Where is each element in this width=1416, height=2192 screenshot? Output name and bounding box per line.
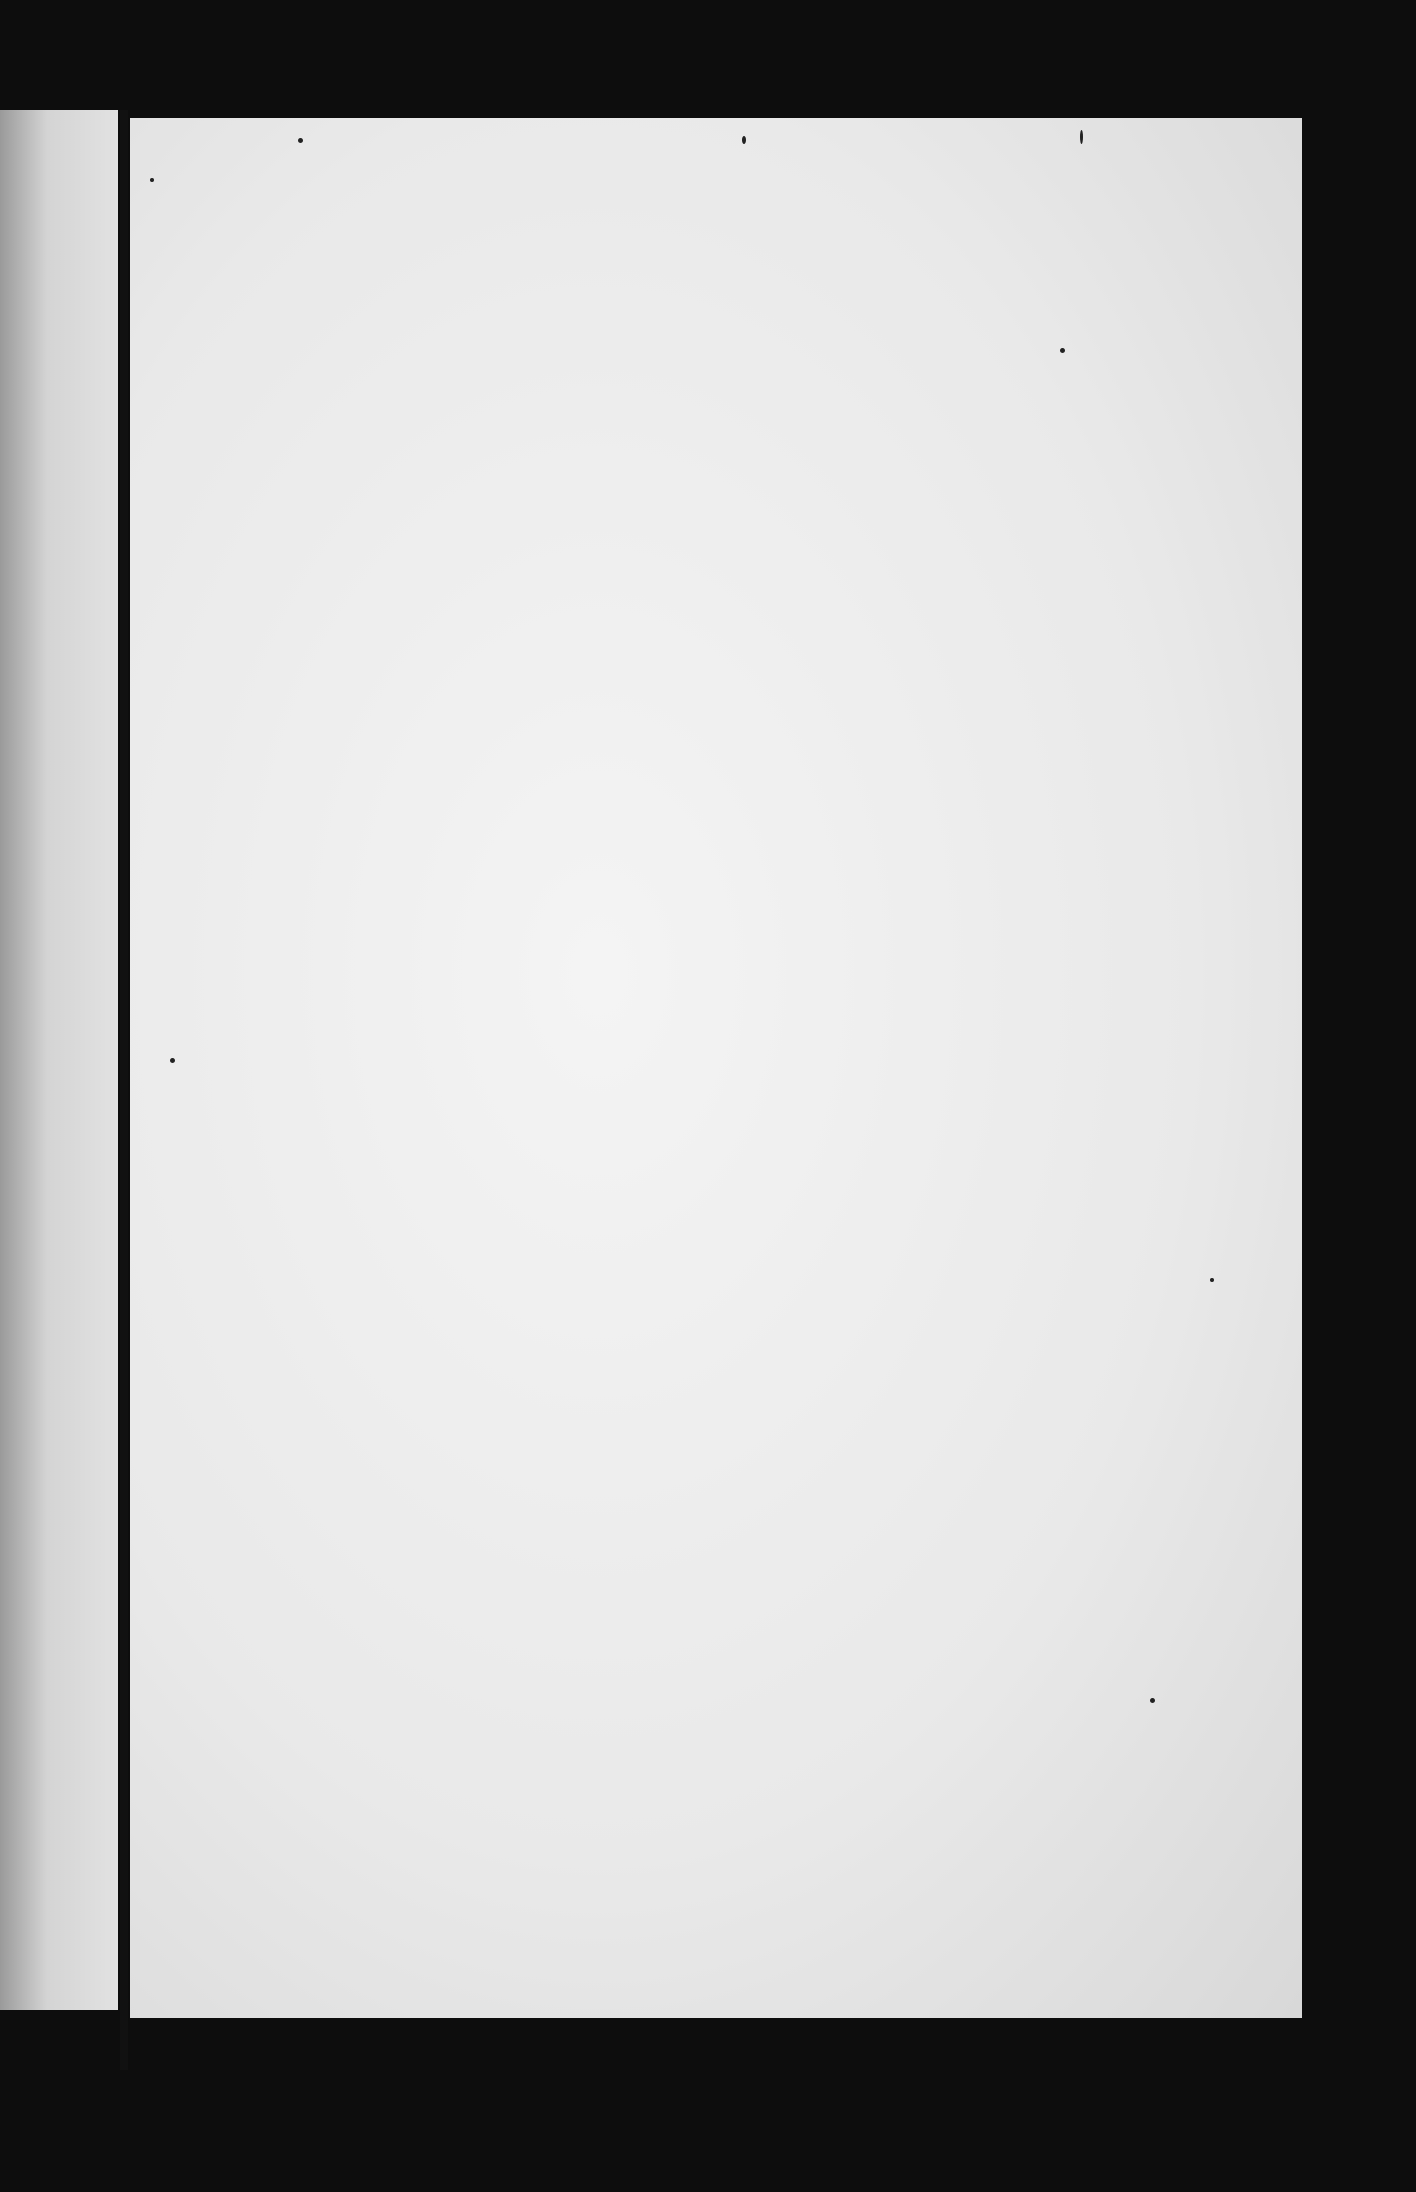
- speck: [170, 1058, 175, 1063]
- speck: [1060, 348, 1065, 353]
- speck: [1210, 1278, 1214, 1282]
- page: [130, 118, 1302, 2018]
- speck: [1080, 130, 1083, 144]
- facing-page-edge: [0, 110, 118, 2010]
- speck: [298, 138, 303, 143]
- speck: [742, 136, 746, 144]
- speck: [1150, 1698, 1155, 1703]
- gutter-shadow: [120, 110, 128, 2070]
- speck: [150, 178, 154, 182]
